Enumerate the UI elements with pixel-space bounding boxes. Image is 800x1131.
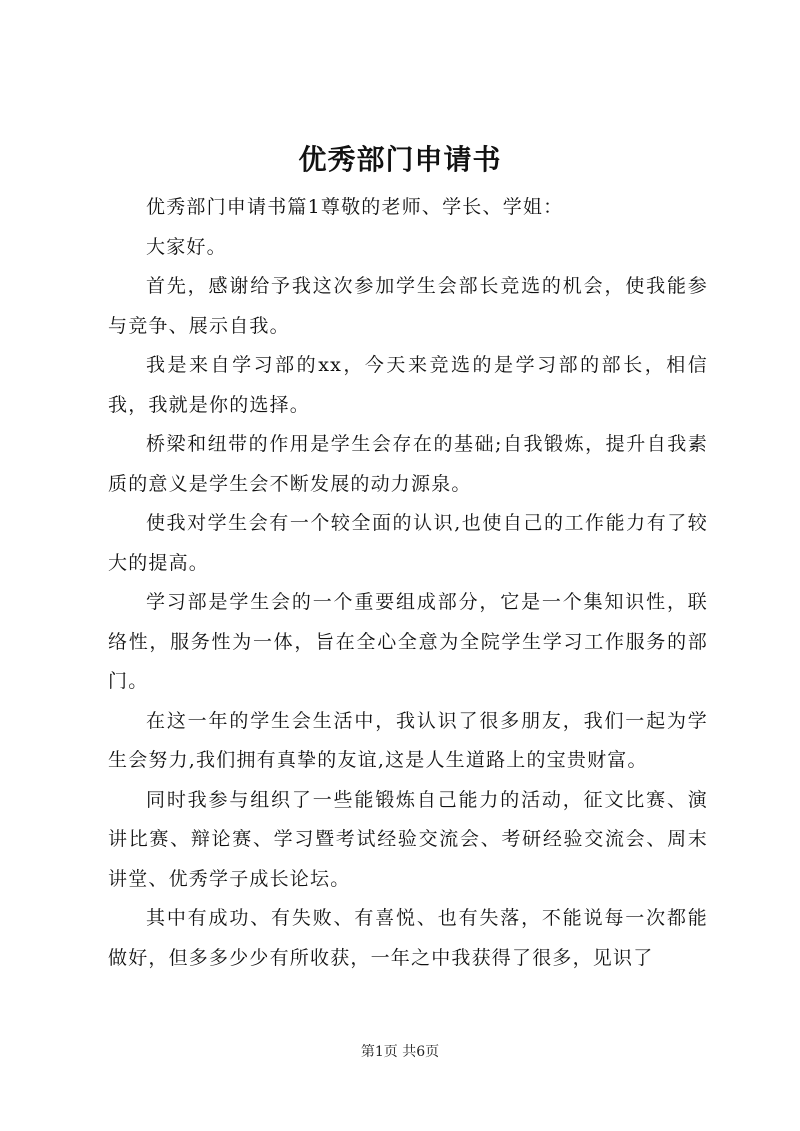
- paragraph: 优秀部门申请书篇1尊敬的老师、学长、学姐：: [146, 196, 564, 218]
- paragraph: 首先，感谢给予我这次参加学生会部长竞选的机会，使我能参与竞争、展示自我。: [108, 275, 708, 337]
- paragraph: 大家好。: [146, 235, 227, 258]
- paragraph: 在这一年的学生会生活中，我认识了很多朋友，我们一起为学生会努力,我们拥有真挚的友谊,这是人生道路上的宝贵财富。: [108, 709, 708, 771]
- paragraph: 我是来自学习部的xx，今天来竞选的是学习部的部长，相信我，我就是你的选择。: [108, 354, 708, 416]
- paragraph: 其中有成功、有失败、有喜悦、也有失落，不能说每一次都能做好，但多多少少有所收获，一年之中我获得了很多，见识了: [108, 907, 708, 969]
- paragraph: 桥梁和纽带的作用是学生会存在的基础;自我锻炼，提升自我素质的意义是学生会不断发展的动力源泉。: [108, 433, 708, 495]
- document-title: 优秀部门申请书: [298, 143, 502, 176]
- paragraph: 使我对学生会有一个较全面的认识,也使自己的工作能力有了较大的提高。: [108, 512, 708, 574]
- paragraph: 同时我参与组织了一些能锻炼自己能力的活动，征文比赛、演讲比赛、辩论赛、学习暨考试经验交流会、考研经验交流会、周末讲堂、优秀学子成长论坛。: [108, 788, 708, 890]
- paragraph: 学习部是学生会的一个重要组成部分，它是一个集知识性，联络性，服务性为一体，旨在全心全意为全院学生学习工作服务的部门。: [108, 591, 708, 692]
- document-body: [108, 188, 708, 978]
- page-number-footer: 第1页 共6页: [360, 1044, 440, 1060]
